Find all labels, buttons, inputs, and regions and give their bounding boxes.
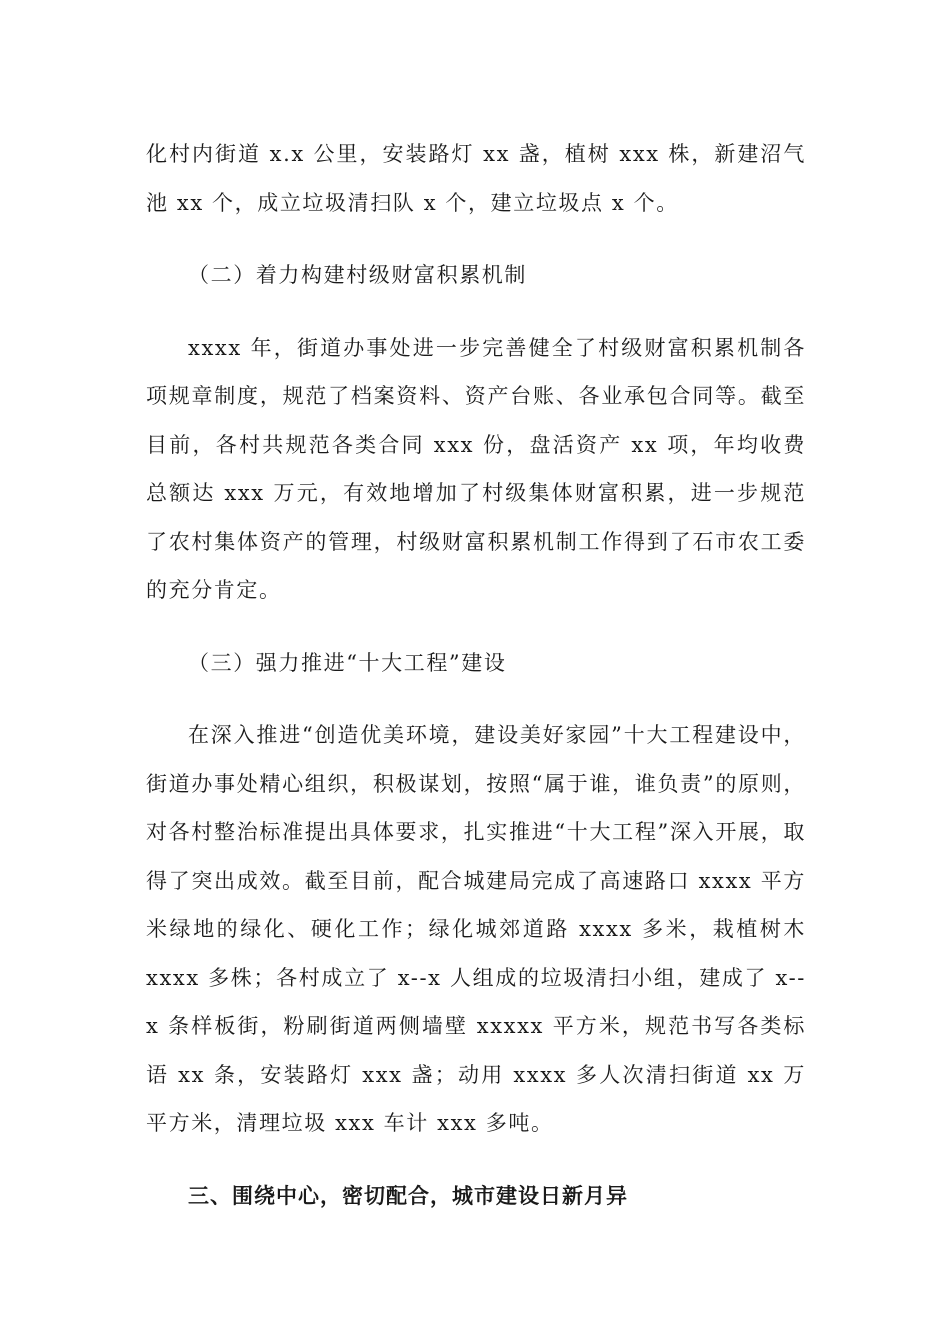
paragraph-ten-projects: 在深入推进“创造优美环境，建设美好家园”十大工程建设中，街道办事处精心组织，积极谋划，按照“属于谁，谁负责”的原则，对各村整治标准提出具体要求，扎实推进“十大工程”深入开展，取得了突出成效。截至目前，配合城建局完成了高速路口 xxxx 平方米绿地的绿化、硬化工作；绿化城郊道路 xxxx 多米，栽植树木 xxxx 多株；各村成立了 x--x 人组成的垃圾清扫小组，建成了 x--x 条样板街，粉刷街道两侧墙壁 xxxxx 平方米，规范书写各类标语 xx 条，安装路灯 xxx 盏；动用 xxxx 多人次清扫街道 xx 万平方米，清理垃圾 xxx 车计 xxx 多吨。 — [146, 723, 806, 1135]
chapter-heading-3: 三、围绕中心，密切配合，城市建设日新月异 — [188, 1183, 628, 1208]
paragraph-continuation: 化村内街道 x.x 公里，安装路灯 xx 盏，植树 xxx 株，新建沼气池 xx 个，成立垃圾清扫队 x 个，建立垃圾点 x 个。 — [146, 142, 806, 215]
section-heading-2: （二）着力构建村级财富积累机制 — [188, 263, 527, 287]
document-body — [146, 130, 806, 1244]
section-heading-3: （三）强力推进“十大工程”建设 — [188, 650, 507, 675]
paragraph-wealth-mechanism: xxxx 年，街道办事处进一步完善健全了村级财富积累机制各项规章制度，规范了档案资料、资产台账、各业承包合同等。截至目前，各村共规范各类合同 xxx 份，盘活资产 xx 项，年均收费总额达 xxx 万元，有效地增加了村级集体财富积累，进一步规范了农村集体资产的管理，村级财富积累机制工作得到了石市农工委的充分肯定。 — [146, 335, 806, 602]
